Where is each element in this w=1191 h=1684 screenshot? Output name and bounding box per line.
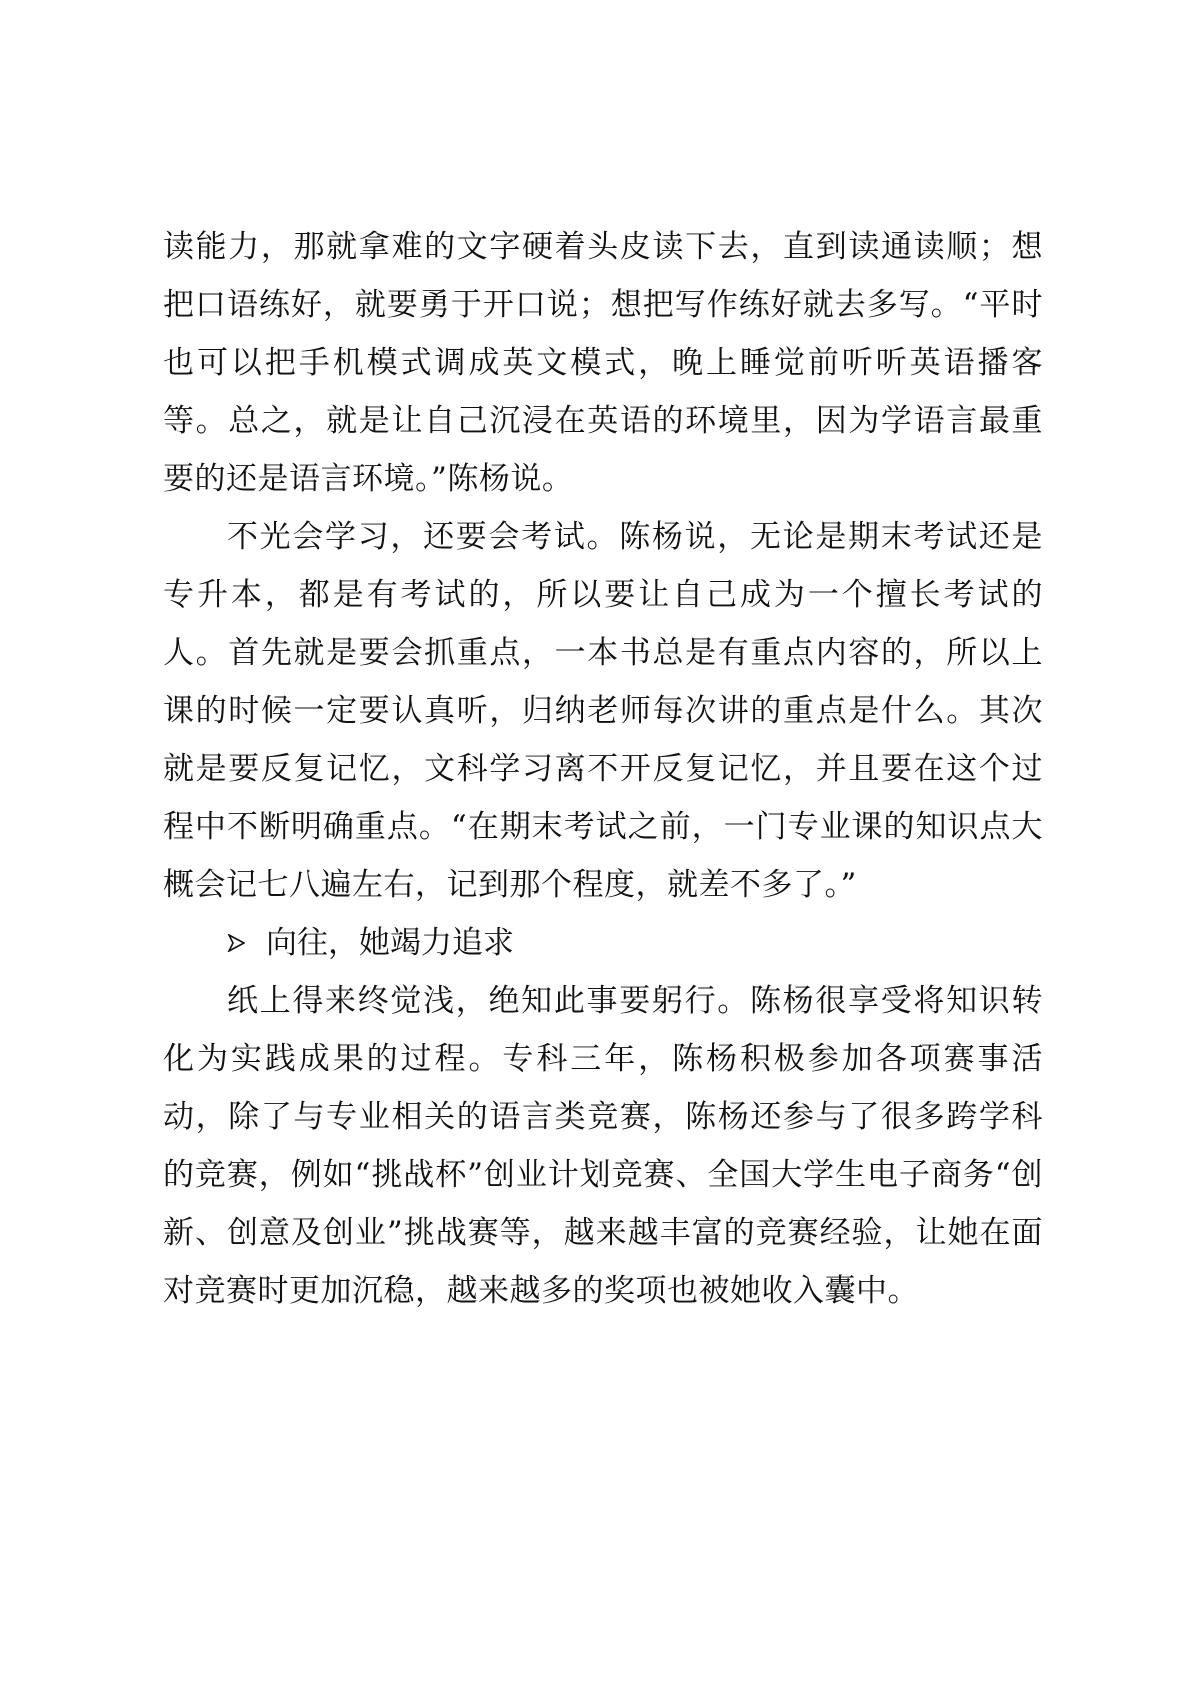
document-page — [163, 218, 1043, 1320]
paragraph-continued: 读能力，那就拿难的文字硬着头皮读下去，直到读通读顺；想把口语练好，就要勇于开口说；想把写作练好就去多写。“平时也可以把手机模式调成英文模式，晚上睡觉前听听英语播客等。总之，就是让自己沉浸在英语的环境里，因为学语言最重要的还是语言环境。”陈杨说。 — [163, 229, 1043, 497]
section-heading — [163, 914, 1043, 972]
section-heading-text: 向往，她竭力追求 — [266, 925, 514, 961]
paragraph-exam-skills: 不光会学习，还要会考试。陈杨说，无论是期末考试还是专升本，都是有考试的，所以要让自己成为一个擅长考试的人。首先就是要会抓重点，一本书总是有重点内容的，所以上课的时候一定要认真听，归纳老师每次讲的重点是什么。其次就是要反复记忆，文科学习离不开反复记忆，并且要在这个过程中不断明确重点。“在期末考试之前，一门专业课的知识点大概会记七八遍左右，记到那个程度，就差不多了。” — [163, 519, 1043, 903]
paragraph-practice: 纸上得来终觉浅，绝知此事要躬行。陈杨很享受将知识转化为实践成果的过程。专科三年，陈杨积极参加各项赛事活动，除了与专业相关的语言类竞赛，陈杨还参与了很多跨学科的竞赛，例如“挑战杯”创业计划竞赛、全国大学生电子商务“创新、创意及创业”挑战赛等，越来越丰富的竞赛经验，让她在面对竞赛时更加沉稳，越来越多的奖项也被她收入囊中。 — [163, 983, 1043, 1309]
arrowhead-bullet-icon — [227, 934, 242, 952]
